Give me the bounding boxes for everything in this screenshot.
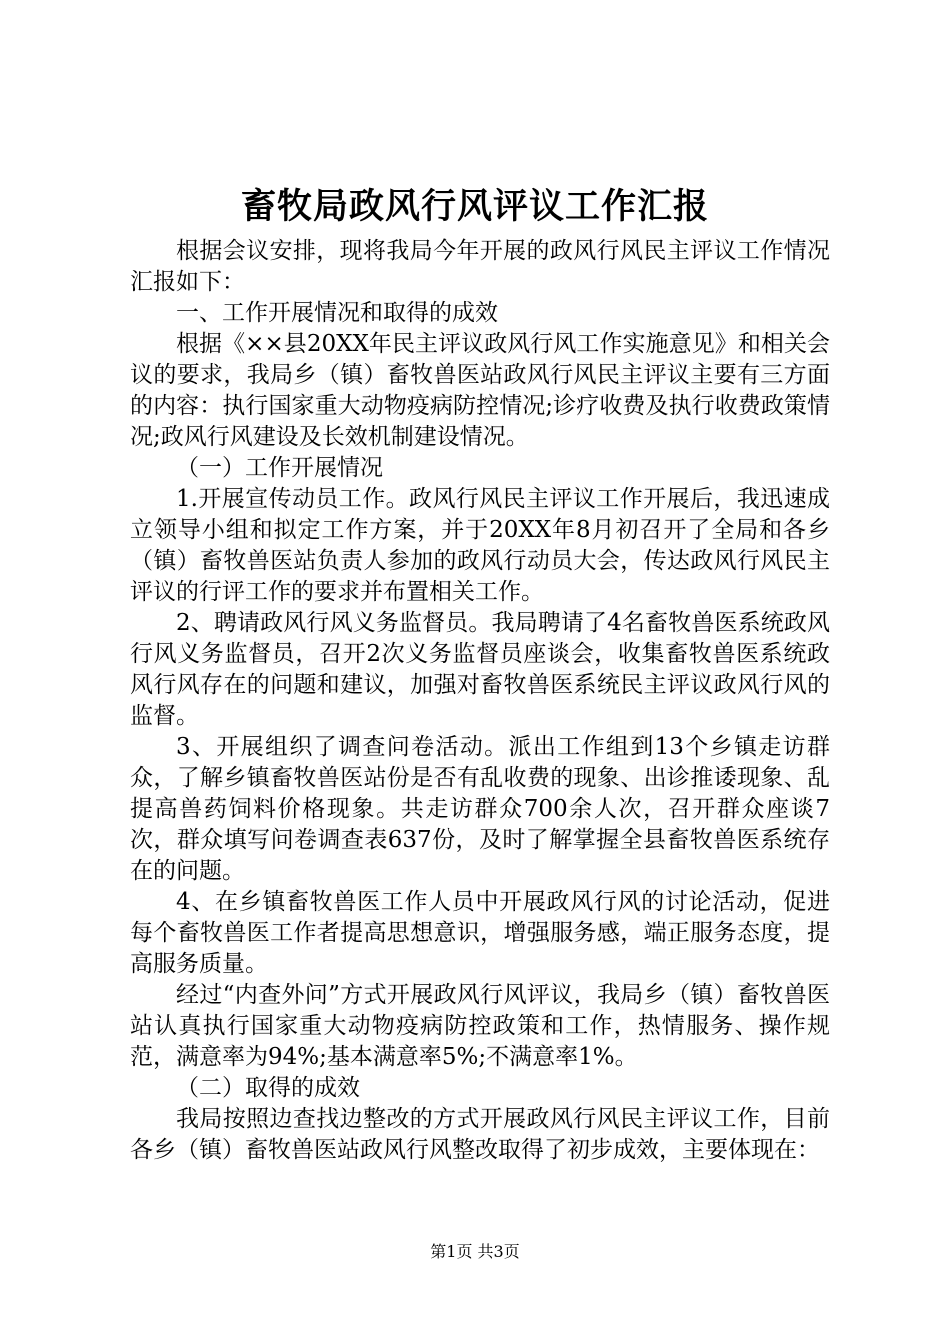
body-paragraph: 3、开展组织了调查问卷活动。派出工作组到13个乡镇走访群众，了解乡镇畜牧兽医站份是否有乱收费的现象、出诊推诿现象、乱提高兽药饲料价格现象。共走访群众700余人次，召开群众座谈7次，群众填写问卷调查表637份，及时了解掌握全县畜牧兽医系统存在的问题。 (130, 734, 830, 884)
section-heading-1: 一、工作开展情况和取得的成效 (176, 300, 498, 326)
body-paragraph: 我局按照边查找边整改的方式开展政风行风民主评议工作，目前各乡（镇）畜牧兽医站政风行风整改取得了初步成效，主要体现在： (130, 1106, 830, 1163)
body-paragraph: 1.开展宣传动员工作。政风行风民主评议工作开展后，我迅速成立领导小组和拟定工作方案，并于20XX年8月初召开了全局和各乡（镇）畜牧兽医站负责人参加的政风行动员大会，传达政风行风民主评议的行评工作的要求并布置相关工作。 (130, 486, 830, 605)
body-paragraph: 4、在乡镇畜牧兽医工作人员中开展政风行风的讨论活动，促进每个畜牧兽医工作者提高思想意识，增强服务感，端正服务态度，提高服务质量。 (130, 889, 830, 977)
body-paragraph: 根据《××县20XX年民主评议政风行风工作实施意见》和相关会议的要求，我局乡（镇）畜牧兽医站政风行风民主评议主要有三方面的内容：执行国家重大动物疫病防控情况;诊疗收费及执行收费政策情况;政风行风建设及长效机制建设情况。 (130, 331, 830, 450)
document-title: 畜牧局政风行风评议工作汇报 (240, 186, 709, 227)
body-paragraph: 2、聘请政风行风义务监督员。我局聘请了4名畜牧兽医系统政风行风义务监督员，召开2次义务监督员座谈会，收集畜牧兽医系统政风行风存在的问题和建议，加强对畜牧兽医系统民主评议政风行风的监督。 (130, 610, 830, 729)
page-footer: 第1页 共3页 (430, 1242, 520, 1261)
subsection-heading-2: （二）取得的成效 (176, 1075, 360, 1101)
subsection-heading-1: （一）工作开展情况 (176, 455, 383, 481)
document-body (130, 236, 830, 1166)
body-paragraph: 经过“内查外问”方式开展政风行风评议，我局乡（镇）畜牧兽医站认真执行国家重大动物疫病防控政策和工作，热情服务、操作规范，满意率为94%;基本满意率5%;不满意率1%。 (130, 982, 830, 1070)
intro-paragraph: 根据会议安排，现将我局今年开展的政风行风民主评议工作情况汇报如下： (130, 238, 830, 295)
